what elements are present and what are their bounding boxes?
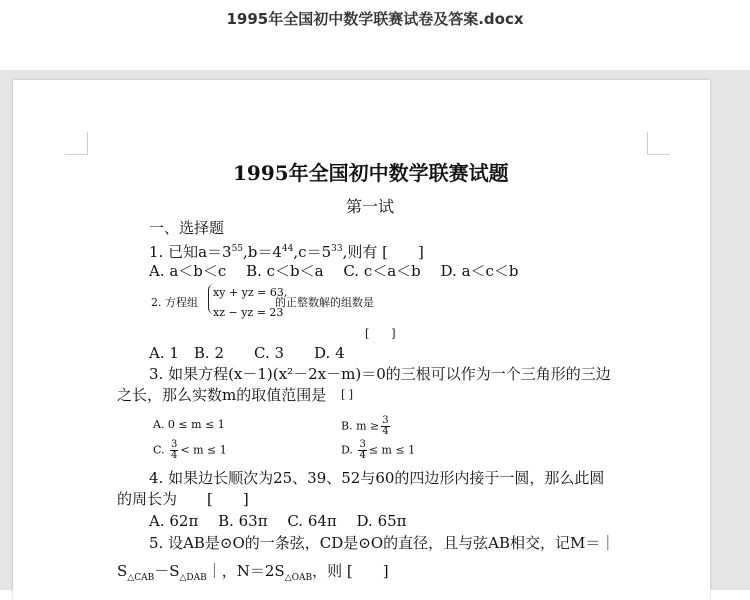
question-4-line-2: 的周长为 [ ] <box>117 490 249 508</box>
crop-mark-top-right <box>647 132 670 155</box>
question-5-line-2: $S_{\triangle CAB}-S_{\triangle DAB}|$，$N=2S_{\triangle OAB}$，则 [ ] <box>117 562 389 583</box>
question-1: 1. 已知$a=3^{55},b=4^{44},c=5^{33}$,则有 [ ] <box>149 243 424 261</box>
question-3-line-2: 之长，那么实数m的取值范围是 <box>117 386 327 404</box>
q3-option-b: B. m ≥ $\frac{3}{4}$ <box>341 415 389 437</box>
question-2-label: 2. 方程组 <box>151 296 198 309</box>
q3-option-c: C. $\frac{3}{4}$ < m ≤ 1 <box>153 439 227 461</box>
file-name: 1995年全国初中数学联赛试卷及答案.docx <box>226 10 524 28</box>
q3-option-d: D. $\frac{3}{4}$ ≤ m ≤ 1 <box>341 439 416 461</box>
question-3-line-1: 3. 如果方程(x－1)(x²－2x－m)＝0的三根可以作为一个三角形的三边 <box>149 365 611 383</box>
document-page <box>13 80 710 600</box>
equation-2: xz − yz = 23 <box>213 306 284 319</box>
question-5-line-1: 5. 设AB是⊙O的一条弦，CD是⊙O的直径，且与弦AB相交，记M＝｜ <box>149 534 616 552</box>
question-4-options: A. 62π B. 63π C. 64π D. 65π <box>149 512 407 530</box>
title-bar <box>0 0 750 70</box>
q3-option-a: A. 0 ≤ m ≤ 1 <box>153 418 225 431</box>
crop-mark-top-left <box>65 132 88 155</box>
question-4-line-1: 4. 如果边长顺次为25、39、52与60的四边形内接于一圆，那么此圆 <box>149 469 605 487</box>
question-2-bracket: [ ] <box>365 327 396 340</box>
question-1-options: A. a＜b＜c B. c＜b＜a C. c＜a＜b D. a＜c＜b <box>149 262 519 280</box>
equation-1: xy + yz = 63, <box>213 286 288 299</box>
question-3-bracket: [ ] <box>341 388 354 401</box>
question-2-options: A. 1 B. 2 C. 3 D. 4 <box>149 344 345 362</box>
doc-subheading: 第一试 <box>346 197 395 216</box>
section-heading: 一、选择题 <box>149 219 225 237</box>
question-2-text: 的正整数解的组数是 <box>275 296 374 309</box>
doc-heading: 1995年全国初中数学联赛试题 <box>233 161 509 185</box>
